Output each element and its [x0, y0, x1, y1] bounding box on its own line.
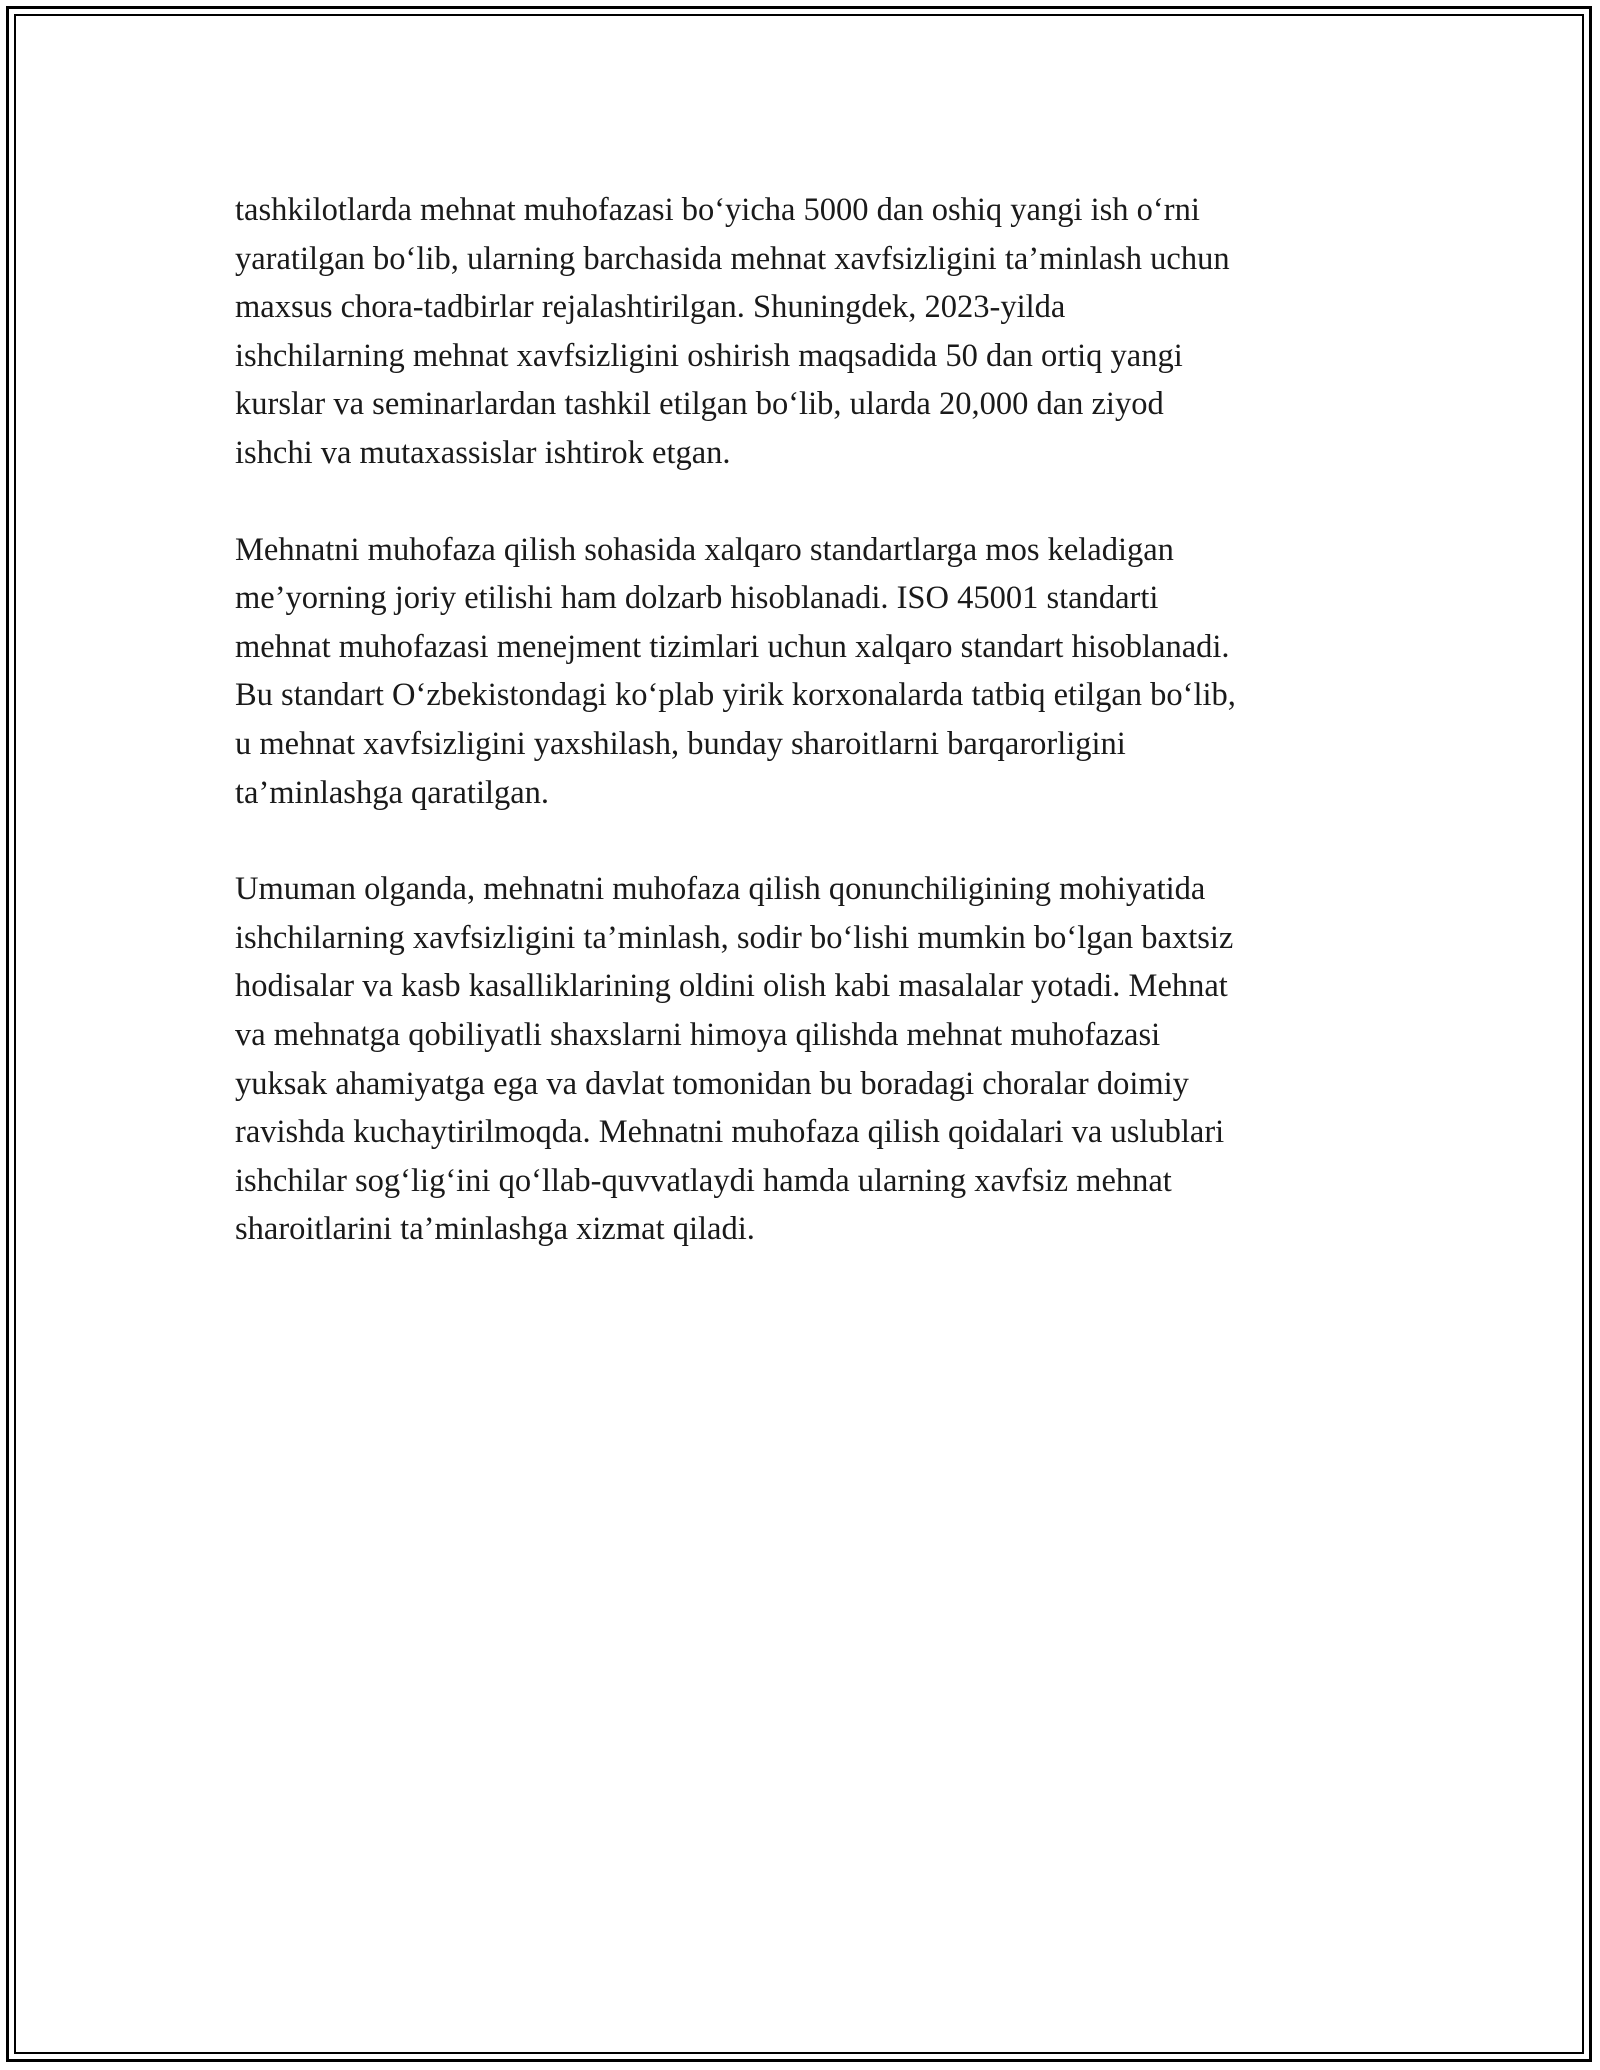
paragraph-1: tashkilotlarda mehnat muhofazasi bo‘yicha 5000 dan oshiq yangi ish o‘rni yaratilgan bo‘lib, ularning barchasida mehnat xavfsizligini ta’minlash uchun maxsus chora-tadbirlar rejalashtirilgan. Shuningdek, 2023-yilda ishchilarning mehnat xavfsizligini oshirish maqsadida 50 dan ortiq yangi kurslar va seminarlardan tashkil etilgan bo‘lib, ularda 20,000 dan ziyod ishchi va mutaxassislar ishtirok etgan. — [235, 192, 1230, 471]
document-body — [235, 186, 1370, 1302]
paragraph-2: Mehnatni muhofaza qilish sohasida xalqaro standartlarga mos keladigan me’yorning joriy etilishi ham dolzarb hisoblanadi. ISO 45001 standarti mehnat muhofazasi menejment tizimlari uchun xalqaro standart hisoblanadi. Bu standart O‘zbekistondagi ko‘plab yirik korxonalarda tatbiq etilgan bo‘lib, u mehnat xavfsizligini yaxshilash, bunday sharoitlarni barqarorligini ta’minlashga qaratilgan. — [235, 531, 1236, 811]
paragraph-3: Umuman olganda, mehnatni muhofaza qilish qonunchiligining mohiyatida ishchilarning xavfsizligini ta’minlash, sodir bo‘lishi mumkin bo‘lgan baxtsiz hodisalar va kasb kasalliklarining oldini olish kabi masalalar yotadi. Mehnat va mehnatga qobiliyatli shaxslarni himoya qilishda mehnat muhofazasi yuksak ahamiyatga ega va davlat tomonidan bu boradagi choralar doimiy ravishda kuchaytirilmoqda. Mehnatni muhofaza qilish qoidalari va uslublari ishchilar sog‘lig‘ini qo‘llab-quvvatlaydi hamda ularning xavfsiz mehnat sharoitlarini ta’minlashga xizmat qiladi. — [235, 871, 1234, 1248]
